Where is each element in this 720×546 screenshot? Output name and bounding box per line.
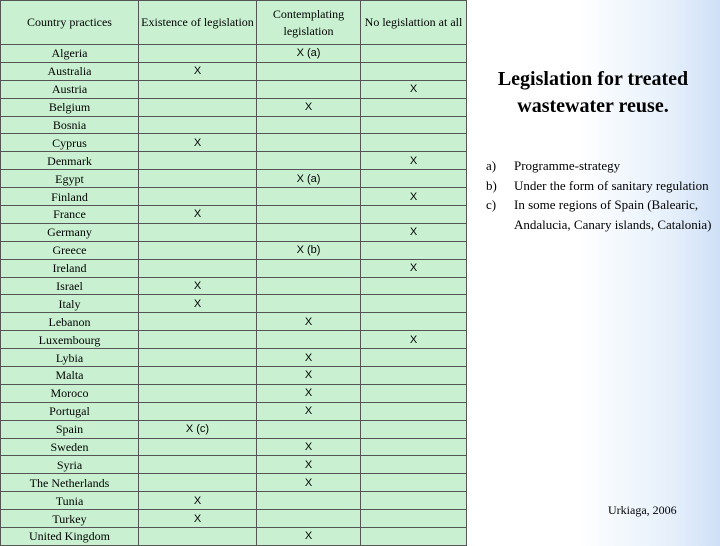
- no-legislation-cell: [361, 313, 467, 331]
- header-existence-of-legislation: Existence of legislation: [139, 1, 257, 45]
- footnote-letter: c): [486, 197, 497, 212]
- existence-cell: [139, 80, 257, 98]
- country-cell: Turkey: [1, 510, 139, 528]
- no-legislation-cell: [361, 277, 467, 295]
- existence-cell: [139, 384, 257, 402]
- existence-cell: [139, 367, 257, 385]
- country-cell: Denmark: [1, 152, 139, 170]
- existence-cell: X: [139, 62, 257, 80]
- country-cell: Luxembourg: [1, 331, 139, 349]
- no-legislation-cell: [361, 420, 467, 438]
- footnote-item: [486, 176, 712, 196]
- title-line-1: Legislation for treated: [497, 68, 689, 90]
- contemplating-cell: [257, 62, 361, 80]
- contemplating-cell: X (b): [257, 241, 361, 259]
- country-cell: The Netherlands: [1, 474, 139, 492]
- contemplating-cell: X: [257, 98, 361, 116]
- existence-cell: X: [139, 134, 257, 152]
- country-cell: Moroco: [1, 384, 139, 402]
- no-legislation-cell: [361, 45, 467, 63]
- table-row: [1, 45, 467, 63]
- country-cell: Egypt: [1, 170, 139, 188]
- existence-cell: [139, 98, 257, 116]
- table-body: [1, 45, 467, 546]
- contemplating-cell: [257, 510, 361, 528]
- no-legislation-cell: X: [361, 152, 467, 170]
- contemplating-cell: X (a): [257, 45, 361, 63]
- no-legislation-cell: X: [361, 80, 467, 98]
- table-row: [1, 80, 467, 98]
- table-row: [1, 188, 467, 206]
- no-legislation-cell: [361, 474, 467, 492]
- no-legislation-cell: [361, 349, 467, 367]
- existence-cell: [139, 259, 257, 277]
- table-row: [1, 349, 467, 367]
- existence-cell: [139, 45, 257, 63]
- country-cell: Tunia: [1, 492, 139, 510]
- country-cell: Finland: [1, 188, 139, 206]
- no-legislation-cell: [361, 528, 467, 546]
- title-line-2: wastewater reuse.: [517, 95, 669, 117]
- existence-cell: [139, 528, 257, 546]
- contemplating-cell: X: [257, 367, 361, 385]
- contemplating-cell: X: [257, 384, 361, 402]
- contemplating-cell: [257, 223, 361, 241]
- existence-cell: [139, 402, 257, 420]
- contemplating-cell: X: [257, 402, 361, 420]
- contemplating-cell: [257, 259, 361, 277]
- country-cell: Italy: [1, 295, 139, 313]
- table-row: [1, 116, 467, 134]
- table-row: [1, 510, 467, 528]
- table-row: [1, 259, 467, 277]
- country-cell: Malta: [1, 367, 139, 385]
- no-legislation-cell: [361, 384, 467, 402]
- contemplating-cell: X: [257, 349, 361, 367]
- footnote-item: [486, 195, 712, 234]
- table-row: [1, 474, 467, 492]
- country-cell: France: [1, 206, 139, 224]
- header-contemplating-legislation: Contemplating legislation: [257, 1, 361, 45]
- footnote-item: [486, 156, 712, 176]
- header-no-legislation: No legislattion at all: [361, 1, 467, 45]
- slide-title: [474, 66, 712, 120]
- existence-cell: [139, 152, 257, 170]
- no-legislation-cell: [361, 295, 467, 313]
- contemplating-cell: X: [257, 438, 361, 456]
- contemplating-cell: [257, 80, 361, 98]
- table-row: [1, 62, 467, 80]
- contemplating-cell: X: [257, 474, 361, 492]
- table-row: [1, 384, 467, 402]
- country-cell: Lybia: [1, 349, 139, 367]
- country-cell: Algeria: [1, 45, 139, 63]
- country-cell: Austria: [1, 80, 139, 98]
- table-row: [1, 367, 467, 385]
- existence-cell: X: [139, 510, 257, 528]
- contemplating-cell: X: [257, 528, 361, 546]
- table-row: [1, 528, 467, 546]
- no-legislation-cell: [361, 492, 467, 510]
- existence-cell: X: [139, 295, 257, 313]
- country-cell: Sweden: [1, 438, 139, 456]
- no-legislation-cell: [361, 510, 467, 528]
- existence-cell: X (c): [139, 420, 257, 438]
- no-legislation-cell: X: [361, 331, 467, 349]
- footnote-letter: a): [486, 158, 497, 173]
- country-cell: Australia: [1, 62, 139, 80]
- existence-cell: [139, 438, 257, 456]
- contemplating-cell: X: [257, 456, 361, 474]
- table-row: [1, 313, 467, 331]
- existence-cell: [139, 188, 257, 206]
- header-country-practices: Country practices: [1, 1, 139, 45]
- existence-cell: [139, 170, 257, 188]
- contemplating-cell: [257, 492, 361, 510]
- country-cell: Spain: [1, 420, 139, 438]
- footnote-letter: b): [486, 177, 497, 193]
- contemplating-cell: X (a): [257, 170, 361, 188]
- existence-cell: [139, 331, 257, 349]
- no-legislation-cell: [361, 367, 467, 385]
- contemplating-cell: X: [257, 313, 361, 331]
- contemplating-cell: [257, 206, 361, 224]
- table-header-row: [1, 1, 467, 45]
- table-row: [1, 170, 467, 188]
- no-legislation-cell: [361, 438, 467, 456]
- existence-cell: [139, 313, 257, 331]
- contemplating-cell: [257, 188, 361, 206]
- table-row: [1, 331, 467, 349]
- footnote-text: In some regions of Spain (Balearic, Andalucia, Canary islands, Catalonia): [514, 197, 712, 232]
- existence-cell: [139, 456, 257, 474]
- country-cell: Lebanon: [1, 313, 139, 331]
- contemplating-cell: [257, 134, 361, 152]
- table-row: [1, 241, 467, 259]
- country-cell: Belgium: [1, 98, 139, 116]
- footnote-text: Programme-strategy: [514, 158, 621, 173]
- contemplating-cell: [257, 116, 361, 134]
- country-cell: Israel: [1, 277, 139, 295]
- country-cell: Germany: [1, 223, 139, 241]
- table-row: [1, 492, 467, 510]
- table-row: [1, 438, 467, 456]
- no-legislation-cell: [361, 241, 467, 259]
- table-row: [1, 277, 467, 295]
- table-row: [1, 152, 467, 170]
- country-cell: Portugal: [1, 402, 139, 420]
- existence-cell: [139, 349, 257, 367]
- table-row: [1, 223, 467, 241]
- existence-cell: [139, 116, 257, 134]
- contemplating-cell: [257, 152, 361, 170]
- no-legislation-cell: X: [361, 188, 467, 206]
- no-legislation-cell: [361, 134, 467, 152]
- footnote-text: Under the form of sanitary regulation: [514, 177, 709, 193]
- no-legislation-cell: X: [361, 223, 467, 241]
- no-legislation-cell: [361, 98, 467, 116]
- country-cell: Bosnia: [1, 116, 139, 134]
- existence-cell: X: [139, 206, 257, 224]
- table-row: [1, 295, 467, 313]
- no-legislation-cell: [361, 456, 467, 474]
- source-citation: Urkiaga, 2006: [608, 503, 677, 517]
- no-legislation-cell: [361, 170, 467, 188]
- country-cell: United Kingdom: [1, 528, 139, 546]
- table-row: [1, 456, 467, 474]
- existence-cell: X: [139, 277, 257, 295]
- contemplating-cell: [257, 277, 361, 295]
- country-cell: Cyprus: [1, 134, 139, 152]
- table-row: [1, 98, 467, 116]
- no-legislation-cell: X: [361, 259, 467, 277]
- existence-cell: [139, 241, 257, 259]
- table-row: [1, 206, 467, 224]
- table-row: [1, 402, 467, 420]
- no-legislation-cell: [361, 402, 467, 420]
- existence-cell: [139, 474, 257, 492]
- country-cell: Ireland: [1, 259, 139, 277]
- country-cell: Syria: [1, 456, 139, 474]
- existence-cell: [139, 223, 257, 241]
- footnotes-list: [486, 156, 712, 234]
- contemplating-cell: [257, 420, 361, 438]
- no-legislation-cell: [361, 62, 467, 80]
- country-cell: Greece: [1, 241, 139, 259]
- no-legislation-cell: [361, 206, 467, 224]
- contemplating-cell: [257, 331, 361, 349]
- contemplating-cell: [257, 295, 361, 313]
- table-row: [1, 420, 467, 438]
- existence-cell: X: [139, 492, 257, 510]
- table-row: [1, 134, 467, 152]
- no-legislation-cell: [361, 116, 467, 134]
